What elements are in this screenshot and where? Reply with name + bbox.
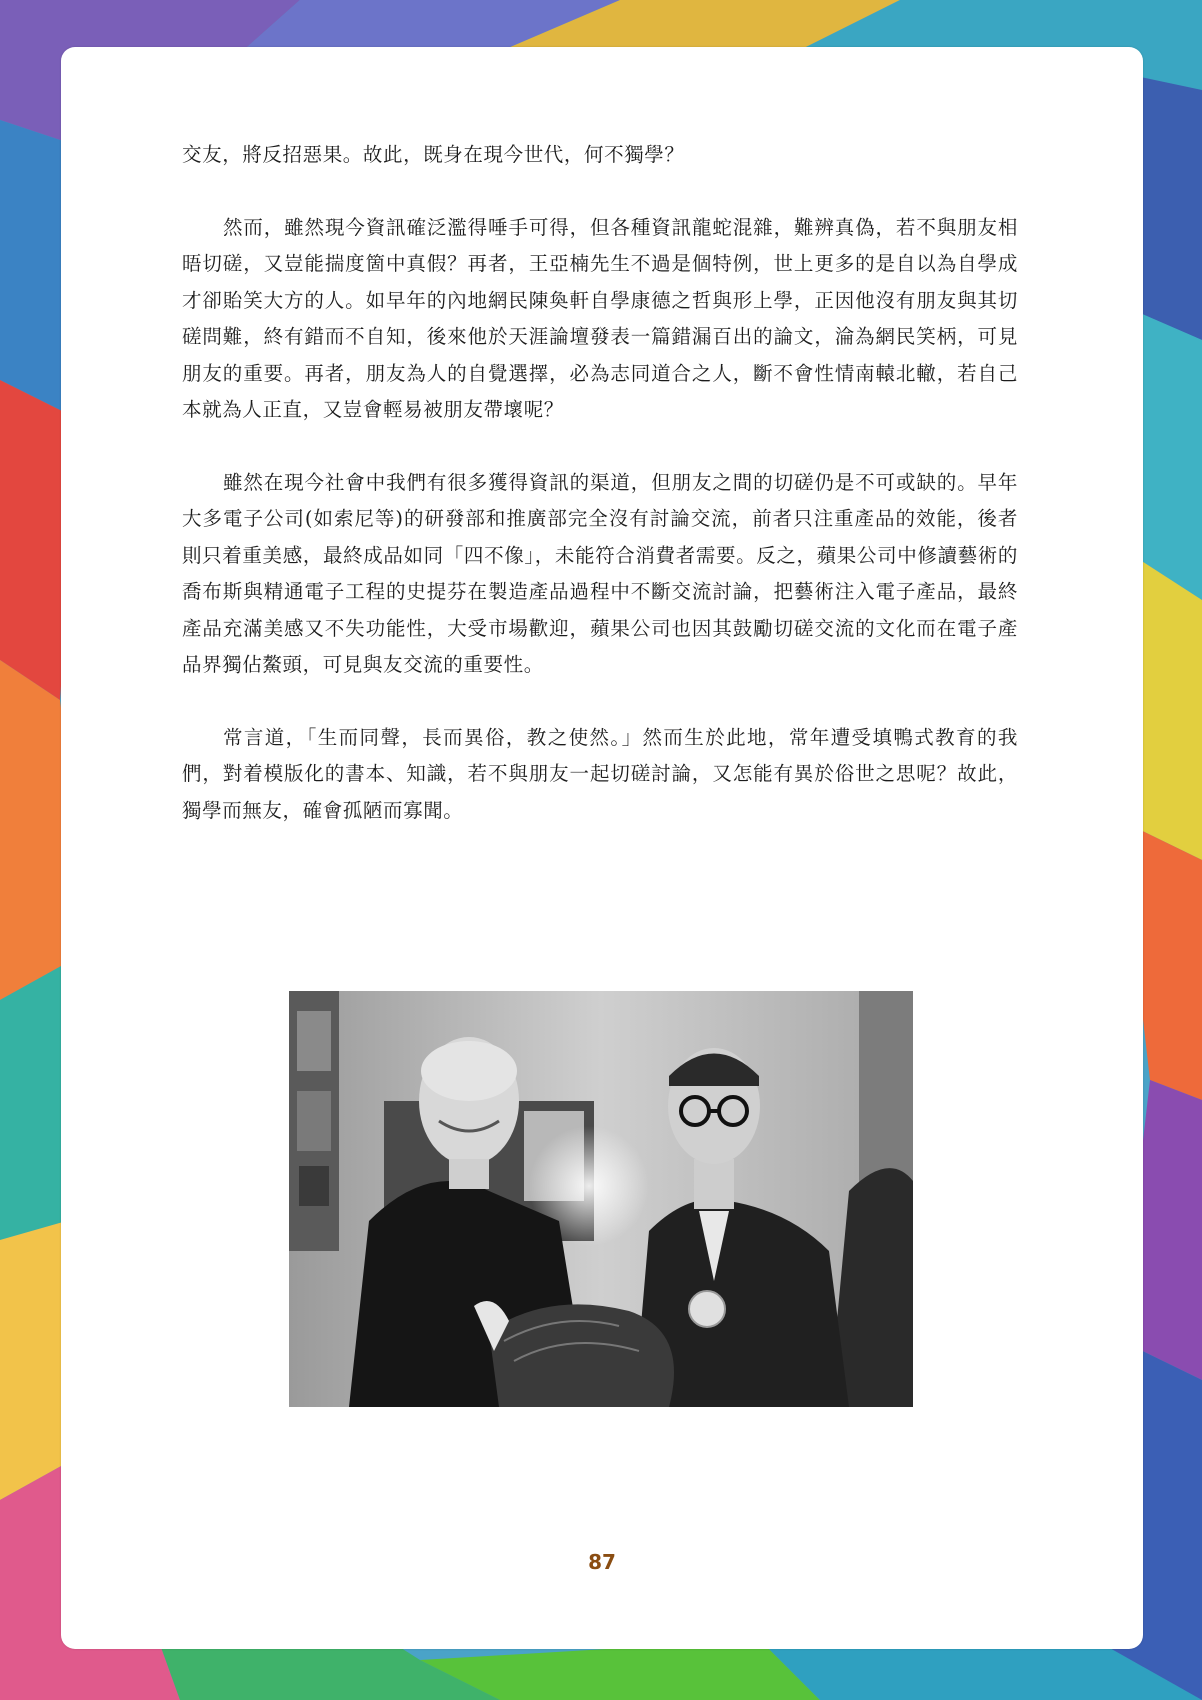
paragraph-information-friends: 然而，雖然現今資訊確泛濫得唾手可得，但各種資訊龍蛇混雜，難辨真偽，若不與朋友相晤切磋，又豈能揣度箇中真假？再者，王亞楠先生不過是個特例，世上更多的是自以為自學成才卻貽笑大方的人。如早年的內地網民陳奐軒自學康德之哲與形上學，正因他沒有朋友與其切磋問難，終有錯而不自知，後來他於天涯論壇發表一篇錯漏百出的論文，淪為網民笑柄，可見朋友的重要。再者，朋友為人的自覺選擇，必為志同道合之人，斷不會性情南轅北轍，若自己本就為人正直，又豈會輕易被朋友帶壞呢？ [182,215,1018,421]
page-number: 87 [588,1550,616,1574]
historical-photo [289,991,913,1407]
paragraph-conclusion: 常言道，「生而同聲，長而異俗，教之使然。」然而生於此地，常年遭受填鴨式教育的我們，對着模版化的書本、知識，若不與朋友一起切磋討論，又怎能有異於俗世之思呢？故此，獨學而無友，確會孤陋而寡聞。 [182,725,1018,822]
page-sheet [61,47,1143,1649]
paragraph-opening: 交友，將反招惡果。故此，既身在現今世代，何不獨學？ [182,143,685,166]
article-body [182,137,1018,865]
paragraph-apple-example: 雖然在現今社會中我們有很多獲得資訊的渠道，但朋友之間的切磋仍是不可或缺的。早年大多電子公司(如索尼等)的研發部和推廣部完全沒有討論交流，前者只注重產品的效能，後者則只着重美感，最終成品如同「四不像」，未能符合消費者需要。反之，蘋果公司中修讀藝術的喬布斯與精通電子工程的史提芬在製造產品過程中不斷交流討論，把藝術注入電子產品，最終產品充滿美感又不失功能性，大受市場歡迎，蘋果公司也因其鼓勵切磋交流的文化而在電子產品界獨佔鰲頭，可見與友交流的重要性。 [182,470,1018,676]
